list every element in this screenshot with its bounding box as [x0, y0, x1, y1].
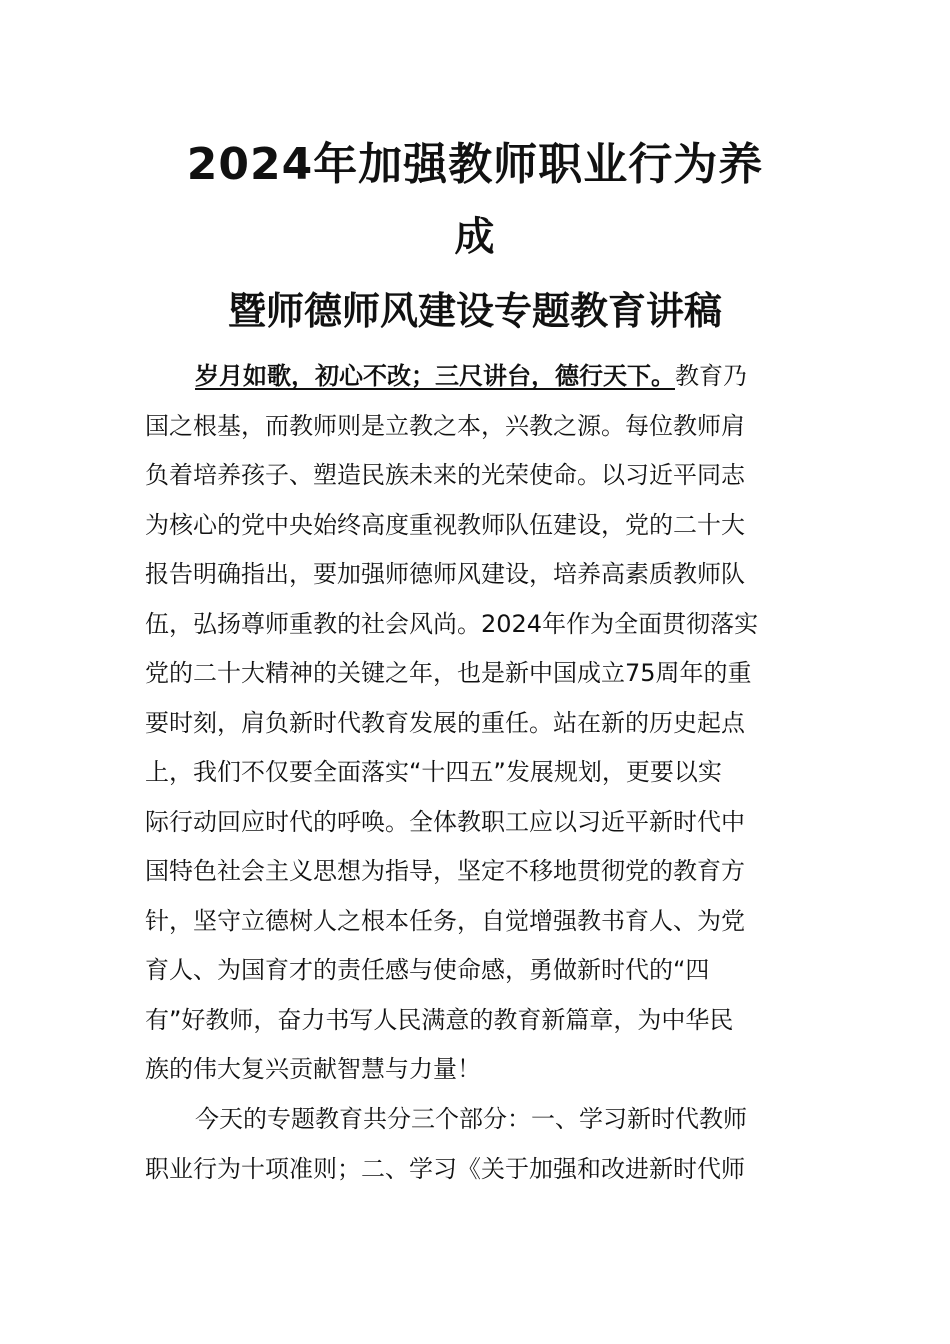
paragraph-line: 育人、为国育才的责任感与使命感，勇做新时代的“四: [145, 956, 710, 984]
paragraph-line: 要时刻，肩负新时代教育发展的重任。站在新的历史起点: [145, 708, 745, 737]
paragraph-line: 国之根基，而教师则是立教之本，兴教之源。每位教师肩: [145, 411, 745, 440]
paragraph-line: [145, 352, 805, 402]
paragraph-line: 今天的专题教育共分三个部分：一、学习新时代教师: [195, 1105, 747, 1133]
paragraph-outline: [145, 1095, 805, 1194]
paragraph-line: 报告明确指出，要加强师德师风建设，培养高素质教师队: [145, 560, 745, 588]
lead-sentence: 岁月如歌，初心不改；三尺讲台，德行天下。: [195, 362, 675, 390]
document-title-line2: 成: [454, 214, 496, 260]
paragraph-line: 际行动回应时代的呼唤。全体教职工应以习近平新时代中: [145, 807, 745, 836]
paragraph-line: 国特色社会主义思想为指导，坚定不移地贯彻党的教育方: [145, 857, 745, 885]
document-subtitle: 暨师德师风建设专题教育讲稿: [227, 289, 722, 333]
paragraph-intro: [145, 352, 805, 1095]
paragraph-line: 为核心的党中央始终高度重视教师队伍建设，党的二十大: [145, 510, 745, 539]
paragraph-line: 族的伟大复兴贡献智慧与力量！: [145, 1055, 481, 1083]
document-title-line1: 2024年加强教师职业行为养: [186, 139, 764, 190]
paragraph-line: 负着培养孩子、塑造民族未来的光荣使命。以习近平同志: [145, 461, 745, 489]
paragraph-line: 有”好教师，奋力书写人民满意的教育新篇章，为中华民: [145, 1005, 734, 1034]
paragraph-line: 伍，弘扬尊师重教的社会风尚。2024年作为全面贯彻落实: [145, 609, 759, 638]
paragraph-line: 针，坚守立德树人之根本任务，自觉增强教书育人、为党: [145, 906, 745, 935]
paragraph-line: 职业行为十项准则；二、学习《关于加强和改进新时代师: [145, 1154, 745, 1183]
paragraph-line: 上，我们不仅要全面落实“十四五”发展规划，更要以实: [145, 758, 722, 786]
paragraph-line: 党的二十大精神的关键之年，也是新中国成立75周年的重: [145, 659, 752, 687]
paragraph-line-text: 教育乃: [675, 362, 747, 390]
